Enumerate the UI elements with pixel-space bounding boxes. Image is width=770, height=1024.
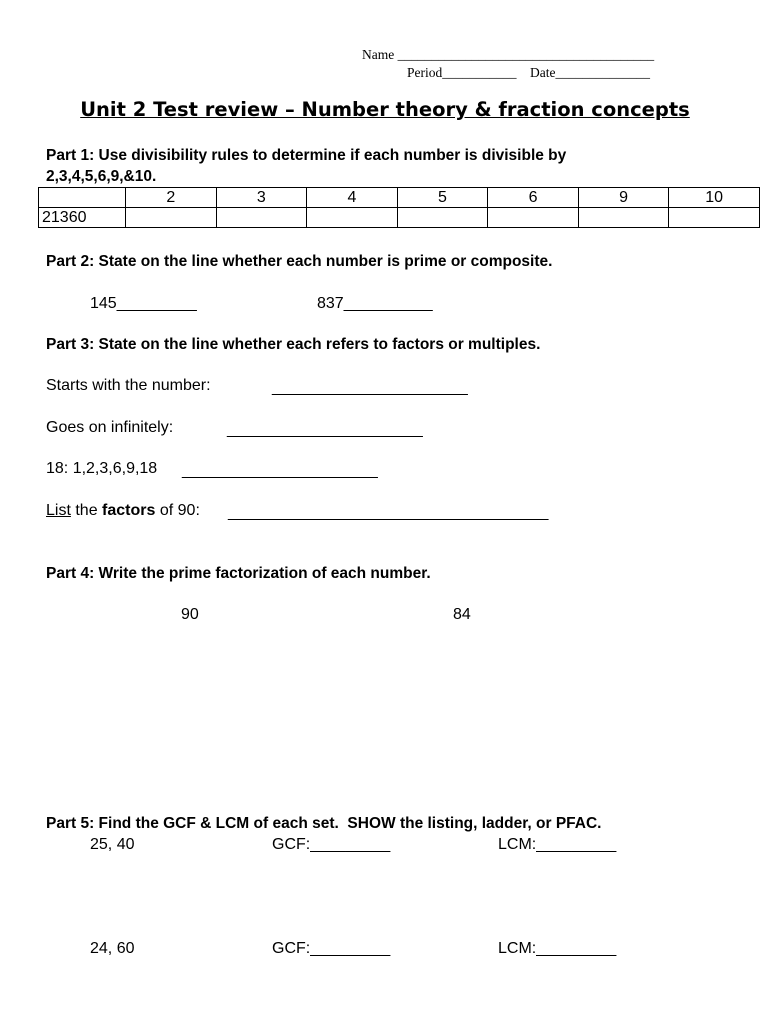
table-header-cell: 9 bbox=[578, 188, 669, 208]
q3-label: 18: 1,2,3,6,9,18 bbox=[46, 460, 158, 477]
part5-set2: 24, 60 bbox=[90, 940, 135, 957]
part5-set1-gcf[interactable]: GCF:_________ bbox=[272, 836, 391, 853]
q4-rest: of 90: bbox=[155, 502, 200, 519]
part5-set2-lcm[interactable]: LCM:_________ bbox=[498, 940, 617, 957]
table-header-cell: 10 bbox=[669, 188, 760, 208]
answer-cell[interactable] bbox=[126, 208, 217, 228]
part4-number-90: 90 bbox=[181, 606, 199, 623]
part1-heading-line1: Part 1: Use divisibility rules to determine if each number is divisible by bbox=[46, 147, 567, 164]
answer-cell[interactable] bbox=[488, 208, 579, 228]
part5-set1-lcm[interactable]: LCM:_________ bbox=[498, 836, 617, 853]
name-line: Name ______________________________________ bbox=[362, 47, 655, 62]
divisibility-table bbox=[38, 187, 760, 228]
part2-item-145[interactable]: 145_________ bbox=[90, 295, 197, 312]
table-header-cell: 3 bbox=[216, 188, 307, 208]
answer-cell[interactable] bbox=[397, 208, 488, 228]
table-header-cell: 4 bbox=[307, 188, 398, 208]
answer-cell[interactable] bbox=[578, 208, 669, 228]
table-header-cell: 5 bbox=[397, 188, 488, 208]
part2-heading: Part 2: State on the line whether each number is prime or composite. bbox=[46, 253, 553, 270]
q4-answer-line[interactable]: ____________________________________ bbox=[228, 504, 549, 521]
page-title: Unit 2 Test review – Number theory & fraction concepts bbox=[80, 98, 690, 121]
row-number-cell: 21360 bbox=[39, 208, 126, 228]
period-date-line: Period___________ Date______________ bbox=[407, 65, 650, 80]
q2-label: Goes on infinitely: bbox=[46, 419, 174, 436]
table-header-cell: 2 bbox=[126, 188, 217, 208]
q2-answer-line[interactable]: ______________________ bbox=[227, 421, 423, 438]
q3-answer-line[interactable]: ______________________ bbox=[182, 462, 378, 479]
q1-label: Starts with the number: bbox=[46, 377, 211, 394]
table-header-row bbox=[39, 188, 760, 208]
part4-number-84: 84 bbox=[453, 606, 471, 623]
q4-factors-word: factors bbox=[102, 502, 156, 519]
answer-cell[interactable] bbox=[216, 208, 307, 228]
part1-heading-line2: 2,3,4,5,6,9,&10. bbox=[46, 168, 157, 185]
answer-cell[interactable] bbox=[307, 208, 398, 228]
table-row bbox=[39, 208, 760, 228]
part5-set1: 25, 40 bbox=[90, 836, 135, 853]
part5-heading: Part 5: Find the GCF & LCM of each set. SHOW the listing, ladder, or PFAC. bbox=[46, 815, 602, 832]
q4-label bbox=[46, 502, 200, 520]
part3-heading: Part 3: State on the line whether each refers to factors or multiples. bbox=[46, 336, 541, 353]
part2-item-837[interactable]: 837__________ bbox=[317, 295, 433, 312]
table-header-cell bbox=[39, 188, 126, 208]
answer-cell[interactable] bbox=[669, 208, 760, 228]
q4-list-word: List bbox=[46, 502, 71, 519]
part4-heading: Part 4: Write the prime factorization of each number. bbox=[46, 565, 431, 582]
part5-set2-gcf[interactable]: GCF:_________ bbox=[272, 940, 391, 957]
q1-answer-line[interactable]: ______________________ bbox=[272, 379, 468, 396]
table-header-cell: 6 bbox=[488, 188, 579, 208]
q4-the-word: the bbox=[70, 502, 103, 519]
